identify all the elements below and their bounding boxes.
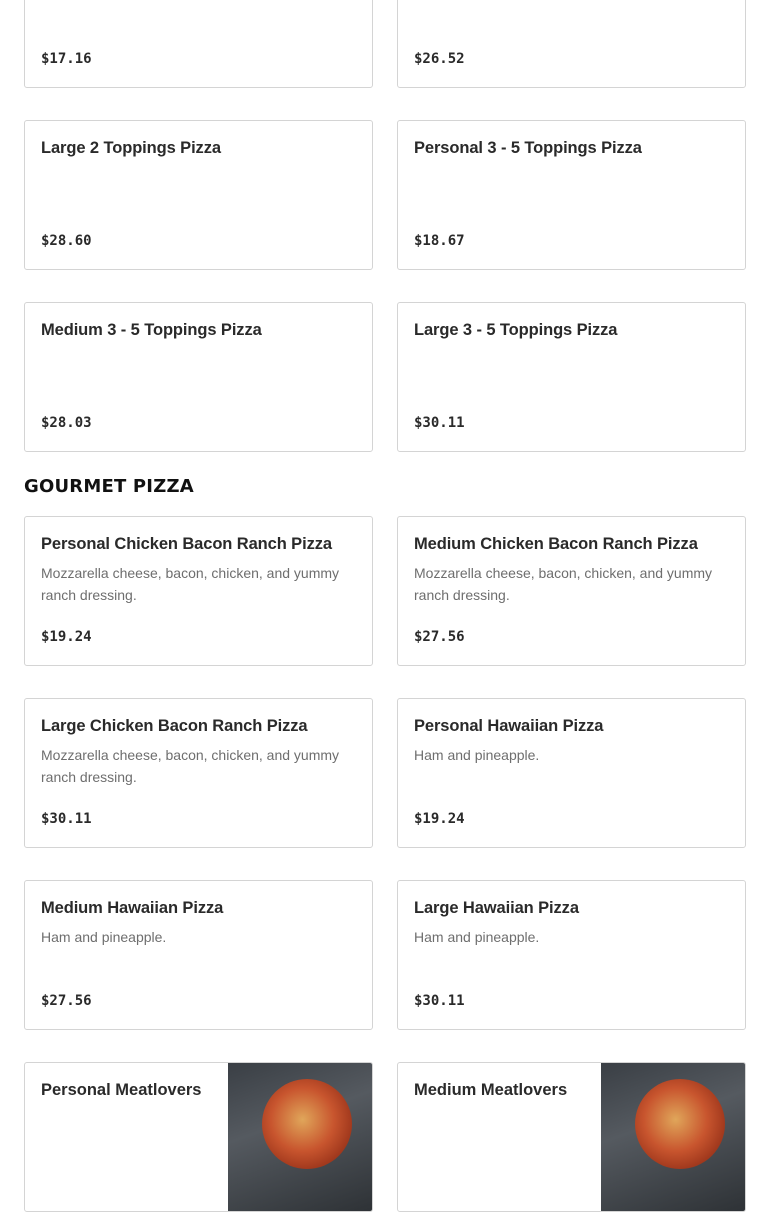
item-price: $26.52 <box>414 51 465 67</box>
item-title: Personal Hawaiian Pizza <box>414 717 604 735</box>
menu-item-card-with-image[interactable] <box>24 1062 373 1212</box>
item-title: Personal Chicken Bacon Ranch Pizza <box>41 535 332 553</box>
item-description: Mozzarella cheese, bacon, chicken, and yummy ranch dressing. <box>414 565 713 603</box>
item-title: Personal 3 - 5 Toppings Pizza <box>414 139 642 157</box>
item-price: $27.56 <box>41 993 92 1009</box>
item-description: Ham and pineapple. <box>414 929 540 945</box>
item-description: Mozzarella cheese, bacon, chicken, and yummy ranch dressing. <box>41 565 340 603</box>
item-title: Large Chicken Bacon Ranch Pizza <box>41 717 308 735</box>
item-price: $27.56 <box>414 629 465 645</box>
pizza-photo <box>228 1063 372 1211</box>
item-description: Mozzarella cheese, bacon, chicken, and yummy ranch dressing. <box>41 747 340 785</box>
menu-item-card[interactable] <box>397 302 746 452</box>
pizza-shape <box>262 1079 352 1169</box>
menu-item-card[interactable] <box>397 120 746 270</box>
item-price: $17.16 <box>41 51 92 67</box>
item-price: $19.24 <box>41 629 92 645</box>
item-price: $30.11 <box>414 415 465 431</box>
menu-item-card[interactable] <box>24 516 373 666</box>
item-price: $30.11 <box>414 993 465 1009</box>
item-description: Ham and pineapple. <box>414 747 540 763</box>
item-price: $18.67 <box>414 233 465 249</box>
item-price: $30.11 <box>41 811 92 827</box>
menu-item-card[interactable] <box>24 0 373 88</box>
item-title: Large Hawaiian Pizza <box>414 899 579 917</box>
pizza-photo <box>601 1063 745 1211</box>
section-heading-gourmet-pizza: GOURMET PIZZA <box>24 476 194 497</box>
item-title: Medium Meatlovers <box>414 1081 568 1099</box>
menu-item-card[interactable] <box>24 120 373 270</box>
item-title: Large 2 Toppings Pizza <box>41 139 221 157</box>
pizza-shape <box>635 1079 725 1169</box>
menu-grid-top <box>24 0 746 88</box>
item-title: Personal Meatlovers <box>41 1081 202 1099</box>
item-title: Medium Chicken Bacon Ranch Pizza <box>414 535 698 553</box>
menu-item-card[interactable] <box>397 516 746 666</box>
item-title: Large 3 - 5 Toppings Pizza <box>414 321 618 339</box>
menu-item-card[interactable] <box>397 880 746 1030</box>
menu-item-card[interactable] <box>24 880 373 1030</box>
menu-item-card-with-image[interactable] <box>397 1062 746 1212</box>
item-title: Medium Hawaiian Pizza <box>41 899 224 917</box>
item-title: Medium 3 - 5 Toppings Pizza <box>41 321 262 339</box>
menu-item-card[interactable] <box>24 698 373 848</box>
menu-item-card[interactable] <box>397 0 746 88</box>
item-description: Ham and pineapple. <box>41 929 167 945</box>
menu-item-card[interactable] <box>397 698 746 848</box>
menu-item-card[interactable] <box>24 302 373 452</box>
menu-grid-basic <box>24 120 746 452</box>
item-price: $19.24 <box>414 811 465 827</box>
item-price: $28.03 <box>41 415 92 431</box>
item-price: $28.60 <box>41 233 92 249</box>
menu-grid-gourmet <box>24 516 746 1212</box>
